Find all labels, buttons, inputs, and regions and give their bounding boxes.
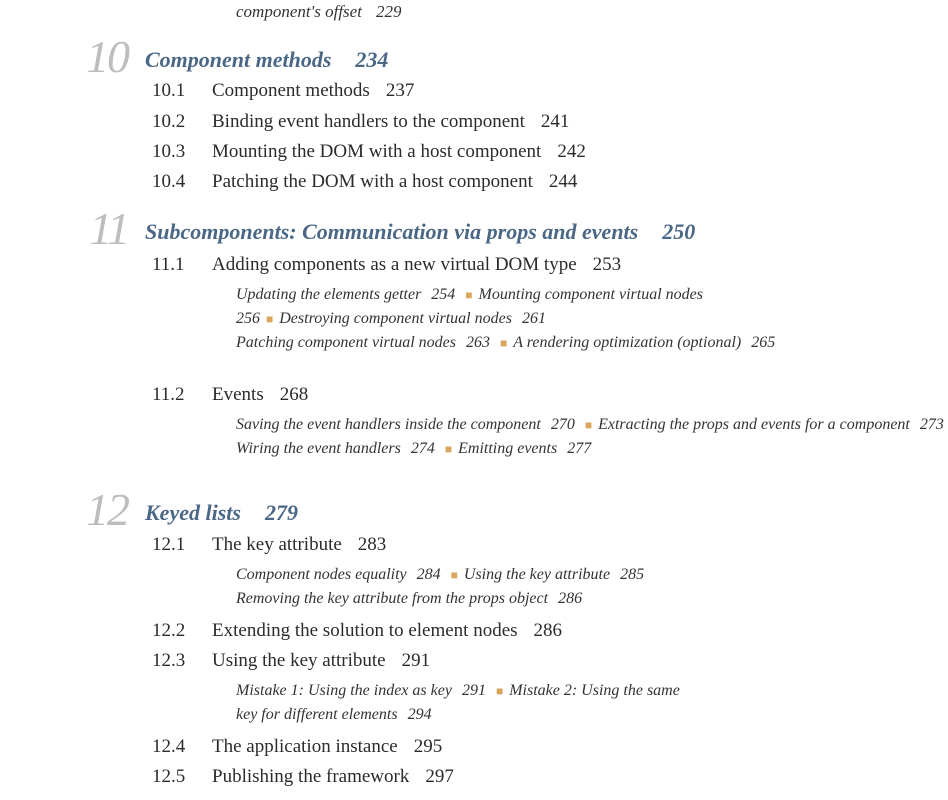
page-number: 229 [375, 2, 402, 21]
chapter-title[interactable] [145, 218, 695, 246]
section-number: 11.2 [152, 384, 185, 405]
section-title: Component methods [212, 80, 370, 101]
subsection-list [236, 679, 736, 726]
subsection-text: Using the key attribute [463, 566, 611, 583]
section-number: 12.5 [152, 766, 186, 787]
section-number: 12.1 [152, 534, 186, 555]
section-entry[interactable] [152, 735, 442, 759]
section-entry[interactable] [152, 79, 414, 103]
section-entry[interactable] [152, 533, 386, 557]
page-number: 274 [410, 440, 435, 457]
page-number: 256 [236, 310, 260, 327]
subsection-text: Updating the elements getter [236, 286, 422, 303]
section-entry[interactable] [152, 140, 586, 164]
page-number: 234 [355, 47, 389, 72]
page-number: 268 [279, 384, 309, 405]
page-number: 253 [592, 254, 622, 275]
toc-subsection-fragment [236, 2, 401, 22]
page-number: 295 [413, 736, 443, 757]
chapter-number: 12 [86, 484, 128, 535]
section-entry[interactable] [152, 383, 308, 407]
separator-dot-icon: ■ [444, 442, 453, 456]
page-number: 263 [465, 334, 490, 351]
section-title: Using the key attribute [212, 650, 386, 671]
subsection-text: Removing the key attribute from the props object [236, 590, 549, 607]
section-number: 12.2 [152, 620, 186, 641]
page-number: 277 [567, 440, 592, 457]
page-number: 261 [521, 310, 546, 327]
page-number: 242 [557, 141, 586, 162]
page-number: 254 [431, 286, 456, 303]
page-number: 279 [264, 500, 298, 525]
section-entry[interactable] [152, 619, 562, 643]
page-number: 291 [401, 650, 431, 671]
chapter-number: 10 [86, 31, 128, 82]
page-number: 294 [407, 706, 432, 723]
section-number: 10.3 [152, 141, 186, 162]
separator-dot-icon: ■ [450, 568, 458, 582]
separator-dot-icon: ■ [465, 288, 473, 302]
section-number: 10.2 [152, 111, 186, 132]
subsection-text: Mistake 1: Using the index as key [236, 682, 452, 699]
subsection-text: Component nodes equality [236, 566, 407, 583]
chapter-title-text: Keyed lists [145, 500, 241, 525]
subsection-text: Extracting the props and events for a component [598, 416, 910, 433]
section-entry[interactable] [152, 765, 454, 789]
subsection-text: Destroying component virtual nodes [279, 310, 512, 327]
subsection-text: Patching component virtual nodes [236, 334, 456, 351]
subsection-text: A rendering optimization (optional) [513, 334, 742, 351]
separator-dot-icon: ■ [584, 418, 593, 432]
section-title: Mounting the DOM with a host component [212, 141, 542, 162]
subsection-text: Mistake 2: Using the same [509, 682, 680, 699]
section-title: Binding event handlers to the component [212, 111, 525, 132]
section-number: 12.4 [152, 736, 186, 757]
chapter-title[interactable] [145, 499, 298, 527]
section-title: Patching the DOM with a host component [212, 171, 533, 192]
section-title: The application instance [212, 736, 398, 757]
subsection-text: Mounting component virtual nodes [478, 286, 703, 303]
page-number: 286 [533, 620, 563, 641]
section-number: 10.4 [152, 171, 186, 192]
page-number: 291 [461, 682, 486, 699]
section-entry[interactable] [152, 110, 569, 134]
section-number: 11.1 [152, 254, 185, 275]
page-number: 285 [620, 566, 645, 583]
page-number: 273 [919, 416, 944, 433]
section-entry[interactable] [152, 253, 621, 277]
section-entry[interactable] [152, 649, 430, 673]
section-number: 12.3 [152, 650, 186, 671]
page-number: 283 [357, 534, 387, 555]
page-number: 237 [385, 80, 415, 101]
page-number: 270 [550, 416, 575, 433]
section-title: Events [212, 384, 264, 405]
subsection-list [236, 283, 776, 355]
subsection-text: component's offset [236, 2, 362, 21]
page-number: 244 [548, 171, 578, 192]
chapter-title[interactable] [145, 46, 388, 74]
subsection-list [236, 563, 736, 610]
page-number: 284 [416, 566, 441, 583]
section-title: Extending the solution to element nodes [212, 620, 518, 641]
page-number: 297 [425, 766, 454, 787]
page-number: 250 [662, 219, 696, 244]
subsection-text: key for different elements [236, 706, 398, 723]
subsection-text: Wiring the event handlers [236, 440, 401, 457]
section-title: The key attribute [212, 534, 342, 555]
section-title: Adding components as a new virtual DOM type [212, 254, 577, 275]
separator-dot-icon: ■ [495, 684, 504, 698]
chapter-title-text: Subcomponents: Communication via props and events [145, 219, 639, 244]
section-entry[interactable] [152, 170, 577, 194]
chapter-number: 11 [89, 203, 128, 254]
subsection-list [236, 413, 944, 461]
separator-dot-icon: ■ [499, 336, 508, 350]
chapter-title-text: Component methods [145, 47, 332, 72]
section-number: 10.1 [152, 80, 186, 101]
subsection-text: Saving the event handlers inside the component [236, 416, 541, 433]
subsection-text: Emitting events [458, 440, 558, 457]
page-number: 286 [558, 590, 583, 607]
separator-dot-icon: ■ [266, 312, 274, 326]
page-number: 241 [540, 111, 570, 132]
page-number: 265 [751, 334, 776, 351]
section-title: Publishing the framework [212, 766, 410, 787]
